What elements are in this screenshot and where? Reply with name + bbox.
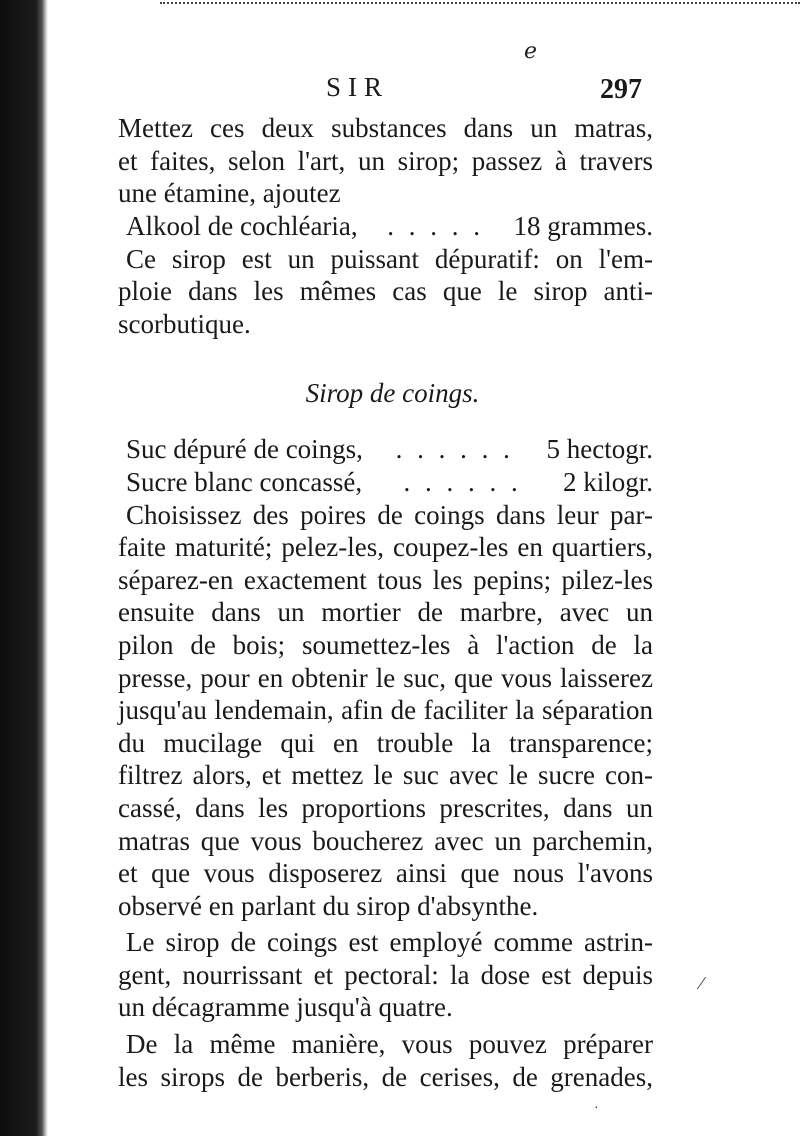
text-line: et faites, selon l'art, un sirop; passez à travers — [118, 145, 653, 176]
recipe-heading: Sirop de coings. — [305, 377, 480, 408]
text-line: et que vous disposerez ainsi que nous l'avons — [118, 858, 653, 889]
text-line: presse, pour en obtenir le suc, que vous laisserez — [118, 662, 653, 693]
page-header — [0, 72, 800, 108]
text-line: cassé, dans les proportions prescrites, dans un — [118, 792, 653, 823]
text-line: jusqu'au lendemain, afin de faciliter la séparation — [118, 695, 653, 726]
ingredient-name: Alkool de cochléaria, — [126, 210, 358, 241]
text-line: gent, nourrissant et pectoral: la dose est depuis — [118, 959, 653, 990]
text-line: ensuite dans un mortier de marbre, avec un — [118, 597, 653, 628]
leader-dots: . . . . . . — [403, 466, 522, 497]
ingredient-quantity: 5 hectogr. — [546, 433, 653, 464]
text-line: une étamine, ajoutez — [118, 178, 341, 209]
text-line: Mettez ces deux substances dans un matras, — [118, 113, 653, 143]
text-line: Choisissez des poires de coings dans leur par- — [126, 499, 653, 530]
text-line: les sirops de berberis, de cerises, de grenades, — [118, 1061, 653, 1092]
text-line: ploie dans les mêmes cas que le sirop anti- — [118, 276, 653, 307]
ingredient-name: Sucre blanc concassé, — [126, 466, 363, 497]
text-line: un décagramme jusqu'à quatre. — [118, 992, 453, 1023]
ingredient-line — [118, 466, 653, 499]
ingredient-quantity: 2 kilogr. — [562, 466, 653, 497]
text-line: pilon de bois; soumettez-les à l'action de la — [118, 629, 653, 660]
text-line: filtrez alors, et mettez le suc avec le sucre con- — [118, 760, 653, 791]
text-line: faite maturité; pelez-les, coupez-les en quartiers, — [118, 532, 653, 563]
ink-speck: · — [594, 1101, 599, 1116]
text-line: scorbutique. — [118, 308, 251, 339]
text-line: Ce sirop est un puissant dépuratif: on l'em- — [126, 243, 653, 274]
ingredient-quantity: 18 grammes. — [513, 210, 653, 241]
text-line: séparez-en exactement tous les pepins; pilez-les — [118, 564, 653, 595]
text-line: matras que vous boucherez avec un parchemin, — [118, 825, 653, 856]
text-line: du mucilage qui en trouble la transparence; — [118, 727, 653, 758]
text-line: observé en parlant du sirop d'absynthe. — [118, 890, 539, 921]
ingredient-name: Suc dépuré de coings, — [126, 433, 363, 464]
page-body — [118, 112, 653, 1093]
ink-speck: ⁄ — [700, 973, 704, 993]
top-edge-dots — [160, 2, 800, 14]
text-line: Le sirop de coings est employé comme astrin- — [126, 927, 653, 958]
ingredient-line — [118, 433, 653, 466]
ink-speck: ℯ — [524, 38, 538, 63]
page-gutter-shadow — [0, 0, 48, 1136]
ingredient-line — [118, 210, 653, 243]
text-line: De la même manière, vous pouvez préparer — [126, 1029, 653, 1060]
leader-dots: . . . . . — [387, 210, 484, 241]
running-title: SIR — [326, 72, 390, 102]
leader-dots: . . . . . . — [395, 433, 514, 464]
page-number: 297 — [600, 74, 642, 105]
